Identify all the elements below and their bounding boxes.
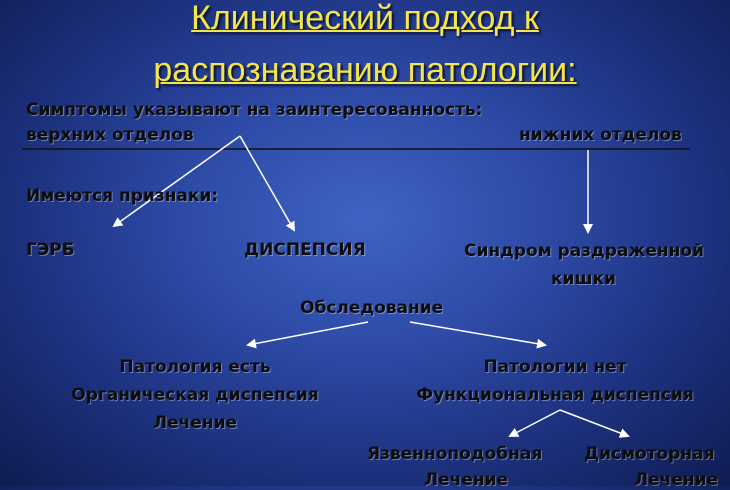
node-dyspepsia: ДИСПЕПСИЯ — [244, 240, 366, 260]
arrow-to-pathology-yes — [248, 322, 368, 345]
node-exam: Обследование — [300, 298, 444, 318]
arrow-to-dyspepsia — [240, 136, 294, 230]
treatment-ulcer-like: Лечение — [424, 470, 509, 490]
signs-label: Имеются признаки: — [26, 186, 219, 206]
pathology-no-line2: Функциональная диспепсия — [416, 385, 694, 405]
pathology-no-line1: Патологии нет — [483, 357, 627, 377]
pathology-yes-line1: Патология есть — [119, 357, 271, 377]
node-gerd: ГЭРБ — [26, 240, 75, 260]
symptoms-lower: нижних отделов — [519, 125, 682, 145]
symptoms-upper: верхних отделов — [26, 125, 194, 145]
symptoms-intro: Симптомы указывают на заинтересованность: — [26, 100, 483, 120]
node-ibs-line2: кишки — [551, 269, 616, 289]
arrow-to-dysmotor — [560, 410, 628, 436]
title-line-1: Клинический подход к — [191, 0, 539, 37]
node-ibs-line1: Синдром раздраженной — [464, 241, 704, 261]
node-dysmotor: Дисмоторная — [584, 444, 715, 464]
title-line-2: распознаванию патологии: — [153, 51, 577, 89]
treatment-dysmotor: Лечение — [634, 470, 719, 490]
node-ulcer-like: Язвенноподобная — [367, 444, 543, 464]
pathology-yes-line3: Лечение — [152, 413, 238, 433]
arrow-to-ulcer-like — [510, 410, 560, 436]
pathology-yes-line2: Органическая диспепсия — [71, 385, 319, 405]
arrow-to-pathology-no — [410, 322, 545, 345]
